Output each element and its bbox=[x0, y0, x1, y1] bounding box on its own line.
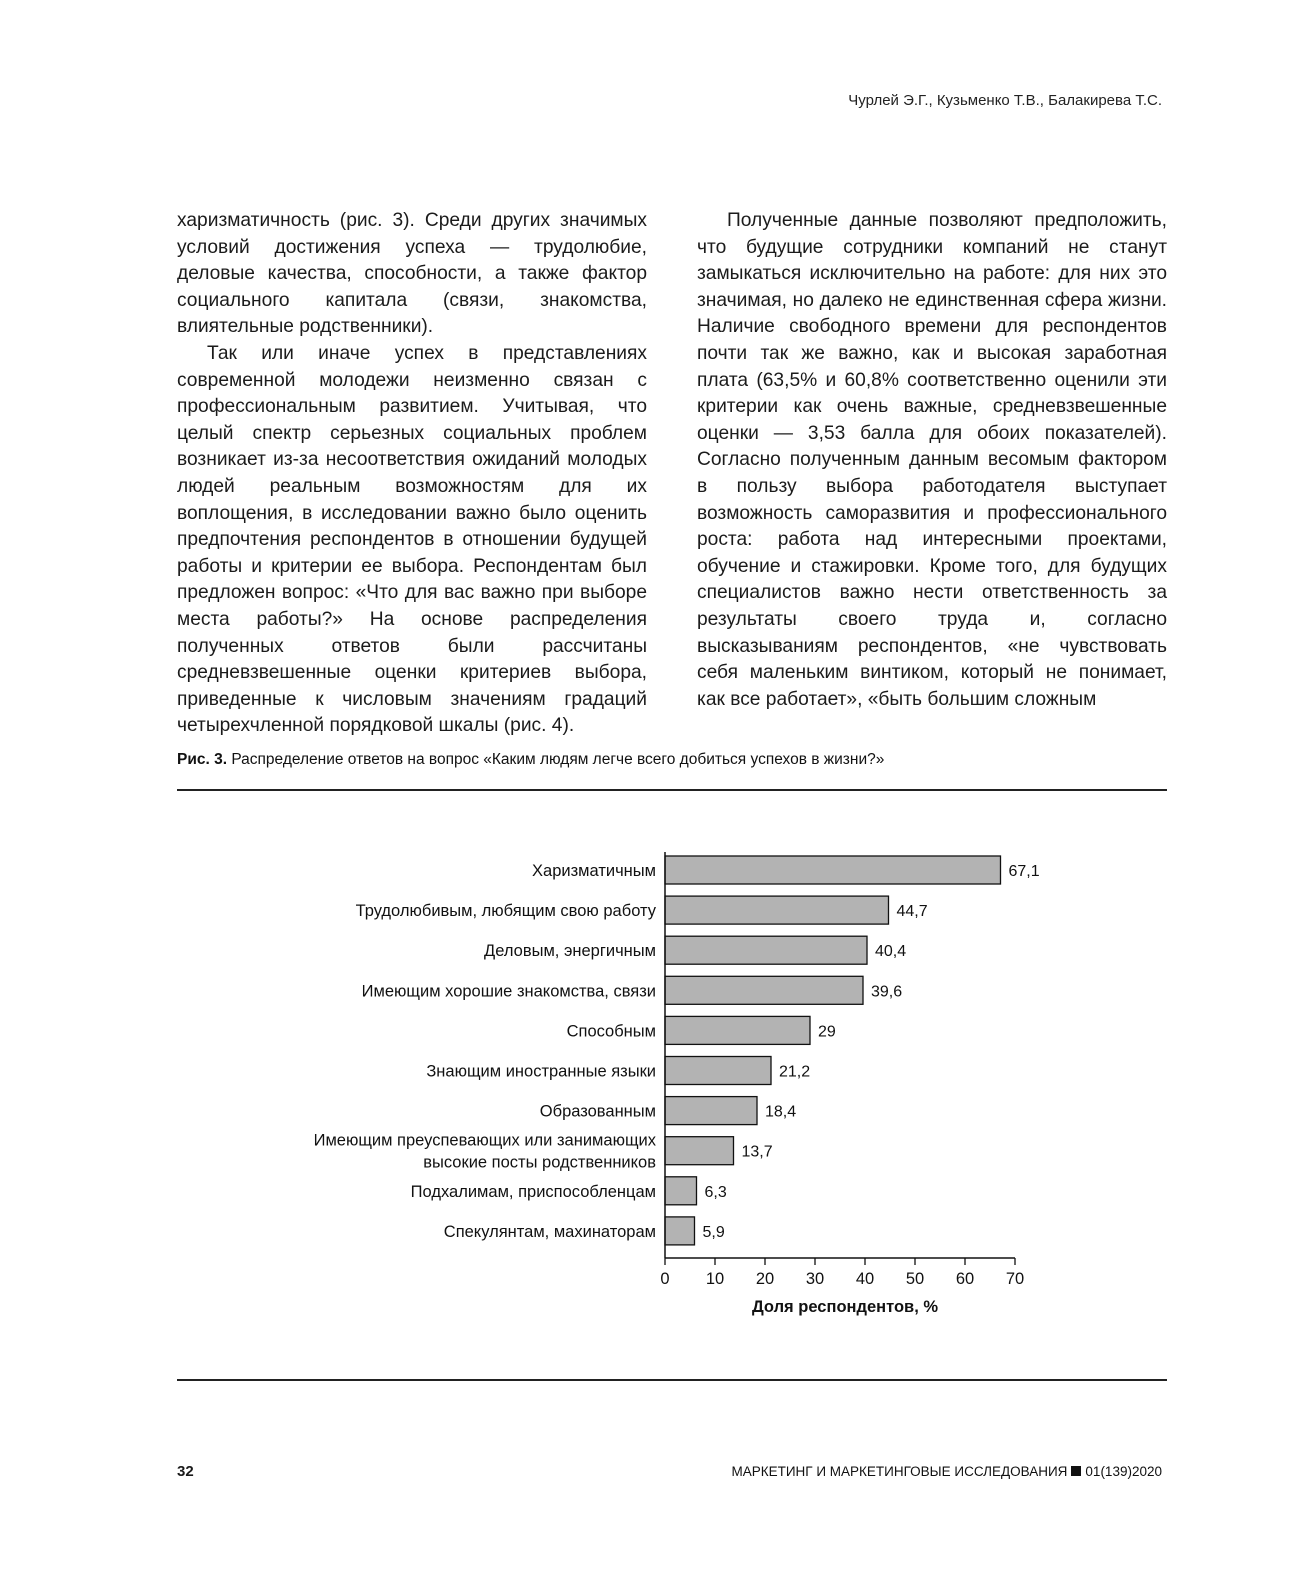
journal-title: МАРКЕТИНГ И МАРКЕТИНГОВЫЕ ИССЛЕДОВАНИЯ bbox=[731, 1464, 1068, 1479]
x-tick-label: 30 bbox=[805, 1270, 825, 1288]
bar bbox=[665, 936, 867, 964]
data-label: 13,7 bbox=[741, 1143, 773, 1161]
category-label: Подхалимам, приспособленцам bbox=[410, 1182, 656, 1201]
figure-caption bbox=[177, 751, 884, 769]
page-number: 32 bbox=[177, 1463, 194, 1480]
data-label: 5,9 bbox=[702, 1223, 725, 1241]
x-tick-label: 40 bbox=[855, 1270, 875, 1288]
category-label: Харизматичным bbox=[532, 862, 656, 880]
data-label: 18,4 bbox=[765, 1103, 797, 1121]
x-tick-label: 50 bbox=[905, 1270, 925, 1288]
bar bbox=[665, 1137, 734, 1165]
bar bbox=[665, 1177, 697, 1205]
bar-chart bbox=[0, 840, 1300, 1330]
category-label: Имеющим преуспевающих или занимающих bbox=[313, 1131, 656, 1150]
category-label: Знающим иностранные языки bbox=[426, 1062, 656, 1081]
x-tick-label: 60 bbox=[955, 1270, 975, 1288]
category-label: Имеющим хорошие знакомства, связи bbox=[361, 982, 656, 1001]
journal-footer bbox=[731, 1464, 1162, 1479]
bar bbox=[665, 1217, 695, 1245]
data-label: 6,3 bbox=[704, 1183, 727, 1201]
data-label: 21,2 bbox=[779, 1063, 811, 1081]
left-column bbox=[177, 208, 647, 740]
figure-label: Рис. 3. bbox=[177, 751, 228, 768]
category-label: Способным bbox=[566, 1022, 656, 1041]
x-tick-label: 10 bbox=[705, 1270, 725, 1288]
square-separator-icon bbox=[1071, 1466, 1081, 1476]
running-head: Чурлей Э.Г., Кузьменко Т.В., Балакирева Т.С. bbox=[848, 92, 1162, 109]
journal-issue: 01(139)2020 bbox=[1085, 1464, 1162, 1479]
data-label: 67,1 bbox=[1008, 863, 1040, 880]
figure-caption-text: Распределение ответов на вопрос «Каким людям легче всего добиться успехов в жизни?» bbox=[231, 751, 885, 768]
category-label: Деловым, энергичным bbox=[484, 942, 656, 961]
data-label: 40,4 bbox=[875, 943, 907, 961]
figure-top-rule bbox=[177, 789, 1167, 791]
bar bbox=[665, 1097, 757, 1125]
category-label: Спекулянтам, махинаторам bbox=[443, 1222, 656, 1241]
bar bbox=[665, 1016, 810, 1044]
data-label: 44,7 bbox=[896, 903, 928, 921]
right-column bbox=[697, 208, 1167, 740]
category-label: высокие посты родственников bbox=[423, 1153, 656, 1172]
left-paragraph-2: Так или иначе успех в представлениях современной молодежи неизменно связан с профессиональным развитием. Учитывая, что целый спектр серьезных социальных проблем возникает из-за несоответствия ожиданий молодых людей реальным возможностям для их воплощения, в исследовании важно было оценить предпочтения респондентов в отношении будущей работы и критерии ее выбора. Респондентам был предложен вопрос: «Что для вас важно при выборе места работы?» На основе распределения полученных ответов были рассчитаны средневзвешенные оценки критериев выбора, приведенные к числовым значениям градаций четырехчленной порядковой шкалы (рис. 4). bbox=[177, 342, 647, 737]
bar bbox=[665, 896, 889, 924]
x-tick-label: 20 bbox=[755, 1270, 775, 1288]
figure-bottom-rule bbox=[177, 1379, 1167, 1381]
category-label: Образованным bbox=[539, 1102, 656, 1121]
data-label: 39,6 bbox=[871, 983, 903, 1001]
x-tick-label: 70 bbox=[1005, 1270, 1025, 1288]
x-tick-label: 0 bbox=[660, 1270, 670, 1288]
data-label: 29 bbox=[818, 1023, 836, 1041]
x-axis-title: Доля респондентов, % bbox=[751, 1298, 939, 1316]
body-columns bbox=[177, 208, 1167, 740]
right-paragraph-1: Полученные данные позволяют предположить, что будущие сотрудники компаний не станут замыкаться исключительно на работе: для них это значимая, но далеко не единственная сфера жизни. Наличие свободного времени для респондентов почти так же важно, как и высокая заработная плата (63,5% и 60,8% соответственно оценили эти критерии как очень важные, средневзвешенные оценки — 3,53 балла для обоих показателей). Согласно полученным данным весомым фактором в пользу выбора работодателя выступает возможность саморазвития и профессионального роста: работа над интересными проектами, обучение и стажировки. Кроме того, для будущих специалистов важно нести ответственность за результаты своего труда и, согласно высказываниям респондентов, «не чувствовать себя маленьким винтиком, который не понимает, как все работает», «быть большим сложным bbox=[697, 210, 1167, 710]
bar bbox=[665, 1057, 771, 1085]
bar bbox=[665, 976, 863, 1004]
left-paragraph-1: харизматичность (рис. 3). Среди других значимых условий достижения успеха — трудолюбие, деловые качества, способности, а также фактор социального капитала (связи, знакомства, влиятельные родственники). bbox=[177, 210, 647, 338]
bar bbox=[665, 856, 1001, 884]
category-label: Трудолюбивым, любящим свою работу bbox=[355, 902, 656, 921]
